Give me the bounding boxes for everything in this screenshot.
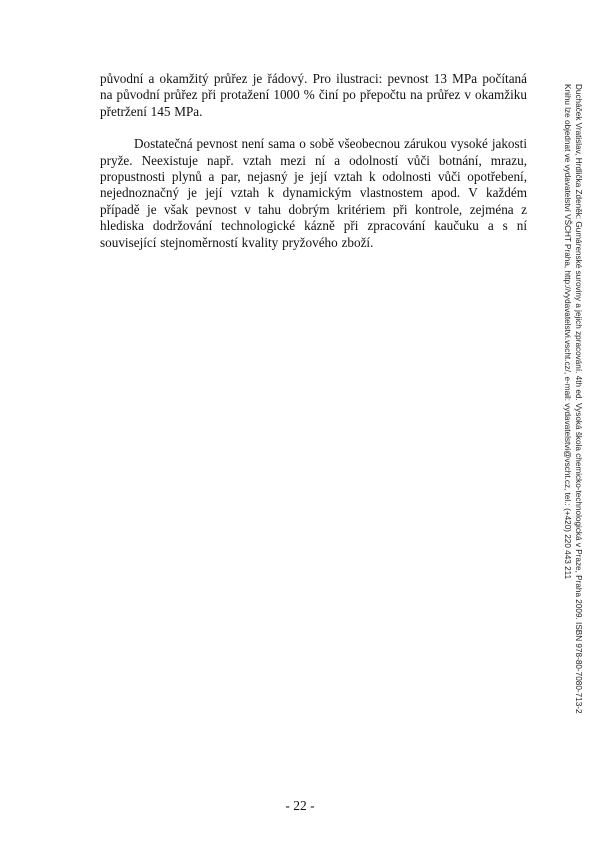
page-body bbox=[100, 71, 527, 251]
page-number: - 22 - bbox=[285, 798, 315, 813]
citation-line: Ducháček Vratislav, Hrdlička Zdeněk: Gumárenské suroviny a jejich zpracování. 4th ed. Vysoká škola chemicko-technologická v Praze, Praha 2009. ISBN 978-80-7080-713-2 bbox=[574, 84, 583, 714]
body-paragraph-2: Dostatečná pevnost není sama o sobě všeobecnou zárukou vysoké jakosti pryže. Neexistuje např. vztah mezi ní a odolností vůči botnání, mrazu, propustnosti plynů a par, nejasný je její vztah k odolnosti vůči opotřebení, nejednoznačný je její vztah k dynamickým vlastnostem apod. V každém případě je však pevnost v tahu dobrým kritériem při kontrole, zejména z hlediska dodržování technologické kázně při zpracování kaučuku a s ní související stejnoměrností kvality pryžového zboží. bbox=[100, 136, 527, 250]
ordering-info-line: Knihu lze objednat ve vydavatelství VŠCHT Praha, http://vydavatelstvi.vscht.cz/, e-mail: vydavatelstvi@vscht.cz, tel.: (+420) 220 443 211 bbox=[563, 84, 572, 580]
vertical-citation-note bbox=[562, 84, 584, 714]
body-paragraph-1: původní a okamžitý průřez je řádový. Pro ilustraci: pevnost 13 MPa počítaná na původní průřez při protažení 1000 % činí po přepočtu na průřez v okamžiku přetržení 145 MPa. bbox=[100, 71, 527, 119]
